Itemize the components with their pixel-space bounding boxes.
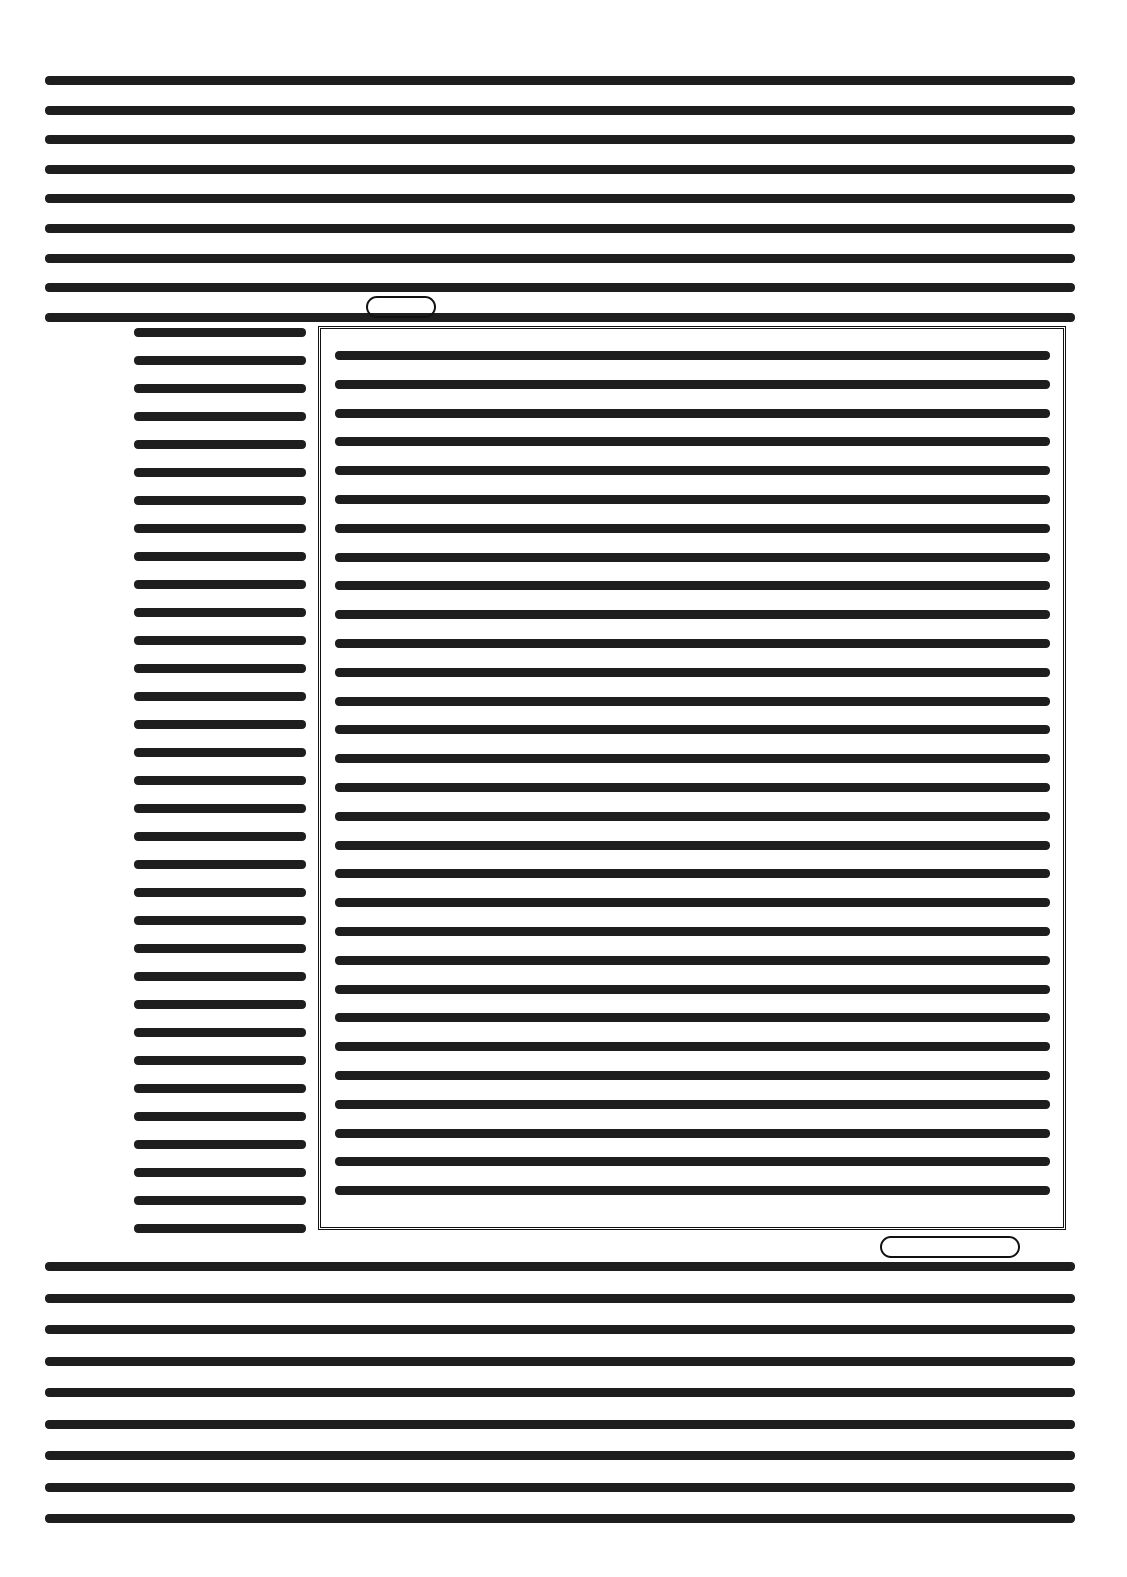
side-text-line: [134, 832, 306, 841]
text-line: [45, 194, 1075, 203]
text-line: [45, 1514, 1075, 1523]
text-line: [45, 76, 1075, 85]
side-text-line: [134, 720, 306, 729]
text-line: [335, 639, 1050, 648]
side-text-line: [134, 1056, 306, 1065]
text-line: [335, 668, 1050, 677]
side-text-line: [134, 1028, 306, 1037]
text-line: [45, 313, 1075, 322]
side-text-line: [134, 916, 306, 925]
side-text-line: [134, 776, 306, 785]
text-line: [335, 1042, 1050, 1051]
side-text-line: [134, 356, 306, 365]
text-line: [45, 1483, 1075, 1492]
side-text-line: [134, 1196, 306, 1205]
side-text-line: [134, 860, 306, 869]
side-text-line: [134, 748, 306, 757]
side-text-line: [134, 804, 306, 813]
text-line: [335, 495, 1050, 504]
side-text-line: [134, 692, 306, 701]
text-line: [45, 254, 1075, 263]
side-text-line: [134, 944, 306, 953]
text-line: [335, 437, 1050, 446]
text-line: [335, 351, 1050, 360]
side-text-line: [134, 524, 306, 533]
text-line: [335, 1071, 1050, 1080]
footer-page-marker: [880, 1236, 1020, 1258]
text-line: [335, 1100, 1050, 1109]
side-text-line: [134, 1112, 306, 1121]
text-line: [335, 1186, 1050, 1195]
text-line: [335, 956, 1050, 965]
side-text-line: [134, 1084, 306, 1093]
text-line: [45, 1357, 1075, 1366]
text-line: [335, 783, 1050, 792]
side-text-line: [134, 384, 306, 393]
side-text-line: [134, 608, 306, 617]
page-number-marker: [366, 296, 436, 318]
text-line: [45, 283, 1075, 292]
text-line: [335, 985, 1050, 994]
text-line: [335, 610, 1050, 619]
side-text-line: [134, 972, 306, 981]
text-line: [335, 898, 1050, 907]
side-text-line: [134, 412, 306, 421]
text-line: [335, 409, 1050, 418]
text-line: [335, 1157, 1050, 1166]
text-line: [45, 1388, 1075, 1397]
side-text-line: [134, 664, 306, 673]
text-line: [45, 135, 1075, 144]
text-line: [45, 165, 1075, 174]
text-line: [335, 754, 1050, 763]
side-text-line: [134, 468, 306, 477]
side-text-line: [134, 440, 306, 449]
text-line: [335, 841, 1050, 850]
text-line: [335, 812, 1050, 821]
text-line: [335, 466, 1050, 475]
side-text-line: [134, 1224, 306, 1233]
text-line: [335, 524, 1050, 533]
side-text-line: [134, 1168, 306, 1177]
boxed-text-frame: [318, 326, 1066, 1230]
side-text-line: [134, 636, 306, 645]
text-line: [335, 581, 1050, 590]
side-text-line: [134, 1140, 306, 1149]
side-text-line: [134, 552, 306, 561]
text-line: [335, 927, 1050, 936]
text-line: [335, 553, 1050, 562]
text-line: [45, 1325, 1075, 1334]
text-line: [45, 1451, 1075, 1460]
side-text-line: [134, 888, 306, 897]
text-line: [45, 1420, 1075, 1429]
text-line: [335, 697, 1050, 706]
text-line: [335, 725, 1050, 734]
side-text-line: [134, 580, 306, 589]
text-line: [45, 224, 1075, 233]
text-line: [45, 106, 1075, 115]
text-line: [335, 869, 1050, 878]
text-line: [335, 1013, 1050, 1022]
text-line: [45, 1294, 1075, 1303]
side-text-line: [134, 496, 306, 505]
side-text-line: [134, 328, 306, 337]
text-line: [45, 1262, 1075, 1271]
text-line: [335, 1129, 1050, 1138]
text-line: [335, 380, 1050, 389]
side-text-line: [134, 1000, 306, 1009]
